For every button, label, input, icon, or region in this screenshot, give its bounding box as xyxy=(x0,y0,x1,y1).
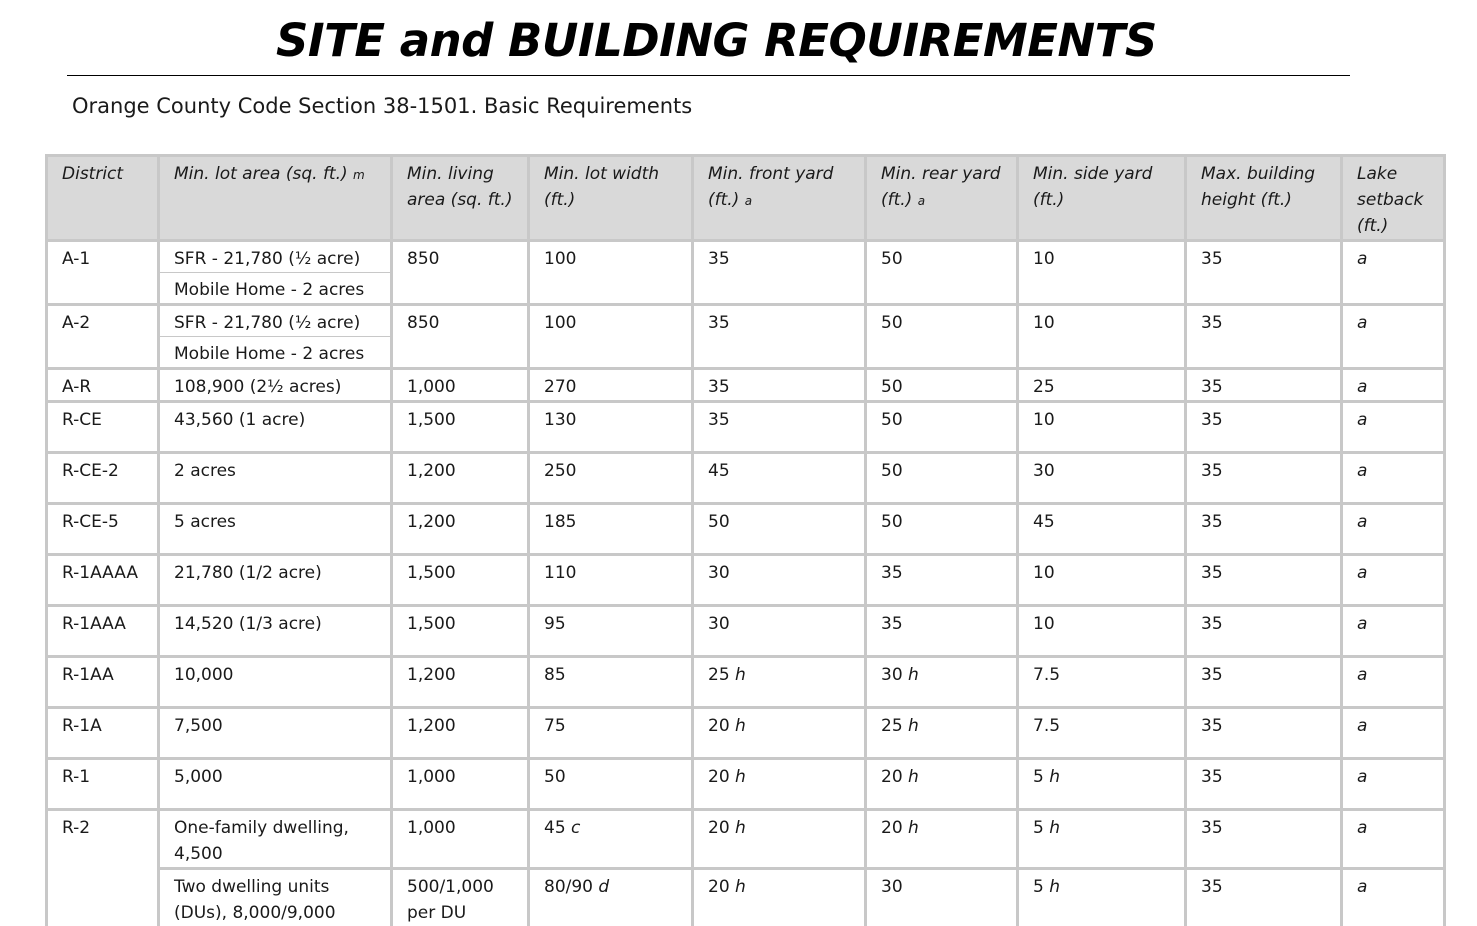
rear-yard-cell: 20 h xyxy=(866,810,1018,869)
rear-yard-cell: 50 xyxy=(866,402,1018,453)
footnote-marker: h xyxy=(735,818,746,838)
living-area-cell: 850 xyxy=(392,305,529,369)
header-living-area: Min. living area (sq. ft.) xyxy=(392,156,529,241)
table-row xyxy=(47,810,1445,869)
front-yard-cell: 25 h xyxy=(693,657,866,708)
lake-setback-cell: a xyxy=(1342,810,1445,869)
side-yard-cell: 10 xyxy=(1018,241,1186,305)
living-area-cell: 1,000 xyxy=(392,810,529,869)
header-building-height: Max. building height (ft.) xyxy=(1186,156,1342,241)
side-yard-cell: 10 xyxy=(1018,606,1186,657)
table-row xyxy=(47,708,1445,759)
lot-width-cell: 110 xyxy=(529,555,693,606)
lot-area-cell: Mobile Home - 2 acres xyxy=(159,273,392,305)
living-area-cell: 1,200 xyxy=(392,453,529,504)
footnote-marker: d xyxy=(598,877,609,897)
rear-yard-cell: 35 xyxy=(866,606,1018,657)
table-row xyxy=(47,305,1445,337)
requirements-table xyxy=(45,154,1446,926)
district-cell: R-1AA xyxy=(47,657,159,708)
side-yard-cell: 5 h xyxy=(1018,759,1186,810)
header-lot-width: Min. lot width (ft.) xyxy=(529,156,693,241)
lake-setback-cell: a xyxy=(1342,305,1445,369)
side-yard-cell: 45 xyxy=(1018,504,1186,555)
living-area-cell: 1,000 xyxy=(392,369,529,402)
side-yard-cell: 10 xyxy=(1018,555,1186,606)
living-area-cell: 1,500 xyxy=(392,606,529,657)
height-cell: 35 xyxy=(1186,453,1342,504)
lot-area-cell: Two dwelling units (DUs), 8,000/9,000 xyxy=(159,869,392,926)
header-lot-area: Min. lot area (sq. ft.) m xyxy=(159,156,392,241)
table-row xyxy=(47,453,1445,504)
district-cell: R-1AAA xyxy=(47,606,159,657)
living-area-cell: 850 xyxy=(392,241,529,305)
lot-area-cell: 2 acres xyxy=(159,453,392,504)
front-yard-cell: 35 xyxy=(693,305,866,369)
lot-width-cell: 45 c xyxy=(529,810,693,869)
table-row xyxy=(47,504,1445,555)
footnote-marker: h xyxy=(1049,767,1060,787)
page-subtitle: Orange County Code Section 38-1501. Basic Requirements xyxy=(72,94,692,118)
front-yard-cell: 35 xyxy=(693,369,866,402)
table-row xyxy=(47,759,1445,810)
lot-area-cell: Mobile Home - 2 acres xyxy=(159,337,392,369)
lot-area-cell: 43,560 (1 acre) xyxy=(159,402,392,453)
lot-area-cell: One-family dwelling, 4,500 xyxy=(159,810,392,869)
lot-width-cell: 185 xyxy=(529,504,693,555)
lot-area-cell: 14,520 (1/3 acre) xyxy=(159,606,392,657)
living-area-cell: 1,200 xyxy=(392,708,529,759)
rear-yard-cell: 50 xyxy=(866,305,1018,369)
district-cell: R-1A xyxy=(47,708,159,759)
living-area-cell: 1,000 xyxy=(392,759,529,810)
lake-setback-cell: a xyxy=(1342,759,1445,810)
lot-area-cell: 7,500 xyxy=(159,708,392,759)
header-rear-yard: Min. rear yard (ft.) a xyxy=(866,156,1018,241)
lot-width-cell: 100 xyxy=(529,241,693,305)
front-yard-cell: 20 h xyxy=(693,759,866,810)
page-title: SITE and BUILDING REQUIREMENTS xyxy=(276,14,1157,67)
footnote-marker: c xyxy=(571,818,580,838)
lot-width-cell: 130 xyxy=(529,402,693,453)
footnote-marker: h xyxy=(908,665,919,685)
rear-yard-cell: 50 xyxy=(866,504,1018,555)
rear-yard-cell: 30 xyxy=(866,869,1018,926)
lot-width-cell: 95 xyxy=(529,606,693,657)
lot-width-cell: 250 xyxy=(529,453,693,504)
lot-width-cell: 100 xyxy=(529,305,693,369)
table-row xyxy=(47,555,1445,606)
table-row xyxy=(47,369,1445,402)
side-yard-cell: 5 h xyxy=(1018,810,1186,869)
height-cell: 35 xyxy=(1186,402,1342,453)
lake-setback-cell: a xyxy=(1342,453,1445,504)
front-yard-cell: 20 h xyxy=(693,708,866,759)
side-yard-cell: 10 xyxy=(1018,305,1186,369)
rear-yard-cell: 20 h xyxy=(866,759,1018,810)
side-yard-cell: 10 xyxy=(1018,402,1186,453)
footnote-marker: h xyxy=(735,877,746,897)
height-cell: 35 xyxy=(1186,810,1342,869)
side-yard-cell: 5 h xyxy=(1018,869,1186,926)
height-cell: 35 xyxy=(1186,657,1342,708)
lot-area-cell: 5,000 xyxy=(159,759,392,810)
front-yard-cell: 45 xyxy=(693,453,866,504)
district-cell: R-1 xyxy=(47,759,159,810)
lot-area-cell: 108,900 (2½ acres) xyxy=(159,369,392,402)
district-cell: R-CE-5 xyxy=(47,504,159,555)
header-lake-setback: Lake setback (ft.) xyxy=(1342,156,1445,241)
table-row xyxy=(47,606,1445,657)
district-cell: A-1 xyxy=(47,241,159,305)
footnote-marker: h xyxy=(1049,877,1060,897)
table-row xyxy=(47,657,1445,708)
footnote-marker: h xyxy=(1049,818,1060,838)
front-yard-cell: 30 xyxy=(693,555,866,606)
lake-setback-cell: a xyxy=(1342,555,1445,606)
lot-width-cell: 270 xyxy=(529,369,693,402)
lake-setback-cell: a xyxy=(1342,657,1445,708)
side-yard-cell: 7.5 xyxy=(1018,708,1186,759)
district-cell: R-CE-2 xyxy=(47,453,159,504)
front-yard-cell: 35 xyxy=(693,241,866,305)
lake-setback-cell: a xyxy=(1342,606,1445,657)
living-area-cell: 1,500 xyxy=(392,402,529,453)
lake-setback-cell: a xyxy=(1342,708,1445,759)
footnote-marker: h xyxy=(908,818,919,838)
footnote-marker: h xyxy=(908,716,919,736)
side-yard-cell: 30 xyxy=(1018,453,1186,504)
lake-setback-cell: a xyxy=(1342,369,1445,402)
header-row xyxy=(47,156,1445,241)
footnote-marker: h xyxy=(735,665,746,685)
table-row xyxy=(47,241,1445,273)
front-yard-cell: 35 xyxy=(693,402,866,453)
lot-area-cell: 10,000 xyxy=(159,657,392,708)
footnote-marker: a xyxy=(745,194,752,208)
rear-yard-cell: 50 xyxy=(866,241,1018,305)
rear-yard-cell: 25 h xyxy=(866,708,1018,759)
lot-width-cell: 75 xyxy=(529,708,693,759)
rear-yard-cell: 35 xyxy=(866,555,1018,606)
lot-area-cell: SFR - 21,780 (½ acre) xyxy=(159,241,392,273)
footnote-marker: a xyxy=(918,194,925,208)
header-front-yard: Min. front yard (ft.) a xyxy=(693,156,866,241)
footnote-marker: h xyxy=(735,716,746,736)
district-cell: R-1AAAA xyxy=(47,555,159,606)
living-area-cell: 1,200 xyxy=(392,657,529,708)
living-area-cell: 500/1,000 per DU xyxy=(392,869,529,926)
height-cell: 35 xyxy=(1186,369,1342,402)
side-yard-cell: 7.5 xyxy=(1018,657,1186,708)
height-cell: 35 xyxy=(1186,759,1342,810)
title-underline xyxy=(67,75,1350,76)
height-cell: 35 xyxy=(1186,708,1342,759)
rear-yard-cell: 50 xyxy=(866,369,1018,402)
footnote-marker: m xyxy=(353,168,365,182)
rear-yard-cell: 30 h xyxy=(866,657,1018,708)
lake-setback-cell: a xyxy=(1342,504,1445,555)
living-area-cell: 1,200 xyxy=(392,504,529,555)
front-yard-cell: 50 xyxy=(693,504,866,555)
lot-area-cell: 21,780 (1/2 acre) xyxy=(159,555,392,606)
lot-width-cell: 80/90 d xyxy=(529,869,693,926)
height-cell: 35 xyxy=(1186,305,1342,369)
lot-area-cell: SFR - 21,780 (½ acre) xyxy=(159,305,392,337)
lake-setback-cell: a xyxy=(1342,241,1445,305)
side-yard-cell: 25 xyxy=(1018,369,1186,402)
footnote-marker: h xyxy=(735,767,746,787)
lot-area-cell: 5 acres xyxy=(159,504,392,555)
lot-width-cell: 50 xyxy=(529,759,693,810)
district-cell: A-2 xyxy=(47,305,159,369)
district-cell: A-R xyxy=(47,369,159,402)
header-district: District xyxy=(47,156,159,241)
table-row xyxy=(47,402,1445,453)
front-yard-cell: 30 xyxy=(693,606,866,657)
height-cell: 35 xyxy=(1186,606,1342,657)
lake-setback-cell: a xyxy=(1342,869,1445,926)
height-cell: 35 xyxy=(1186,504,1342,555)
front-yard-cell: 20 h xyxy=(693,869,866,926)
front-yard-cell: 20 h xyxy=(693,810,866,869)
table-row xyxy=(47,869,1445,926)
height-cell: 35 xyxy=(1186,555,1342,606)
height-cell: 35 xyxy=(1186,241,1342,305)
height-cell: 35 xyxy=(1186,869,1342,926)
district-cell: R-CE xyxy=(47,402,159,453)
living-area-cell: 1,500 xyxy=(392,555,529,606)
district-cell: R-2 xyxy=(47,810,159,926)
footnote-marker: h xyxy=(908,767,919,787)
lake-setback-cell: a xyxy=(1342,402,1445,453)
lot-width-cell: 85 xyxy=(529,657,693,708)
rear-yard-cell: 50 xyxy=(866,453,1018,504)
header-side-yard: Min. side yard (ft.) xyxy=(1018,156,1186,241)
